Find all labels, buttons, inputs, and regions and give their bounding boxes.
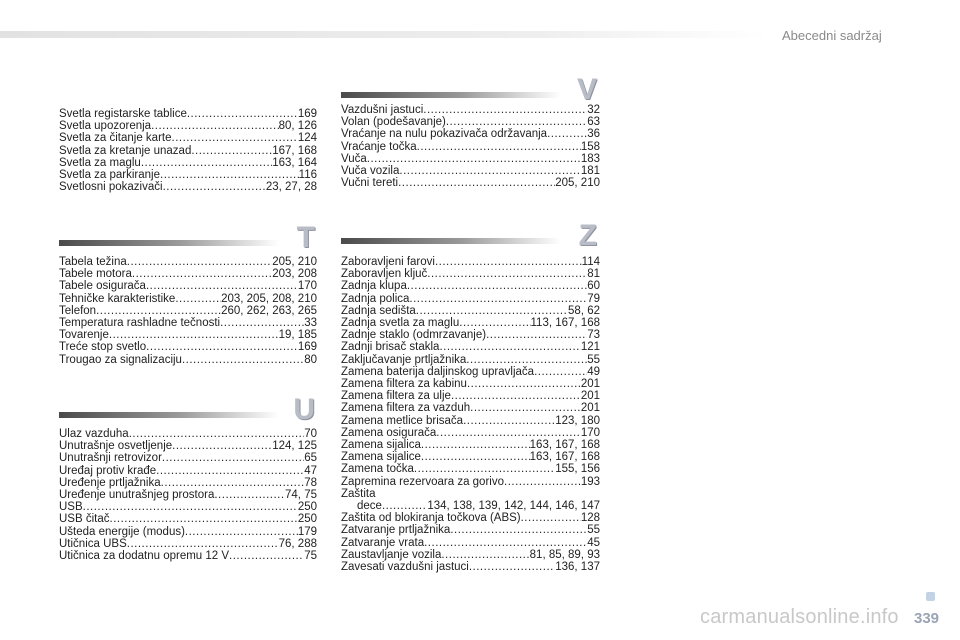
index-entry [59,501,317,513]
index-list-s [59,108,317,193]
leader-dots [175,293,221,305]
index-entry [341,488,600,500]
index-entry-pages: 23, 27, 28 [265,181,317,194]
leader-dots [424,537,587,549]
leader-dots [547,128,587,140]
index-entry [341,524,600,536]
index-entry [341,354,600,366]
index-entry [341,268,600,280]
leader-dots [156,465,304,477]
index-entry-pages: 55 [587,353,600,366]
index-entry [59,157,317,169]
index-entry [59,465,317,477]
index-entry [59,108,317,120]
index-entry [341,451,600,463]
index-entry-pages: 155, 156 [555,463,600,476]
index-entry [59,513,317,525]
index-entry-label: Unutrašnji retrovizor [59,452,162,465]
index-entry-label: Uređenje prtljažnika [59,476,161,489]
index-entry-label: Svetla registarske tablice [59,108,187,120]
index-entry-pages: 75 [304,550,317,563]
section-header-t [59,218,315,254]
index-entry [59,268,317,280]
index-entry [59,489,317,501]
index-entry-label: Ušteda energije (modus) [59,525,185,538]
index-entry-pages: 124, 125 [272,440,317,453]
index-entry [59,120,317,132]
leader-dots [191,145,272,157]
index-entry-label: Tehničke karakteristike [59,292,176,305]
index-entry-pages: 70 [304,428,317,440]
leader-dots [163,181,266,193]
index-entry-pages: 116 [298,169,317,182]
section-letter-z: Z [578,219,597,252]
index-entry-label: Zapremina rezervoara za gorivo [341,475,504,488]
index-entry-label: dece [357,500,382,513]
leader-dots [172,132,298,144]
index-entry [59,280,317,292]
index-entry-label: Tovarenje [59,329,109,342]
leader-dots [467,378,581,390]
index-entry [59,169,317,181]
leader-dots [446,116,587,128]
leader-dots [459,317,530,329]
index-entry-pages: 205, 210 [555,177,600,190]
index-list-v [341,104,600,189]
index-entry [59,145,317,157]
index-entry-label: Zadnja sedišta [341,304,416,317]
leader-dots [146,280,298,292]
section-letter-t: T [296,221,315,254]
section-rule [341,238,561,244]
index-entry-pages: 163, 167, 168 [529,439,600,452]
index-entry-pages: 121 [580,341,600,354]
leader-dots [504,476,581,488]
index-entry-label: Zaustavljanje vozila [341,548,442,561]
index-entry-pages: 81, 85, 89, 93 [529,548,600,561]
index-entry [59,293,317,305]
leader-dots [220,317,304,329]
index-entry-label: USB čitač [59,513,110,526]
index-entry [341,317,600,329]
index-entry-label: Vučni tereti [341,177,399,190]
index-entry-pages: 76, 288 [278,537,317,550]
index-entry-label: Zamena sijalica [341,439,421,452]
index-entry-label: Utičnica za dodatnu opremu 12 V [59,550,230,563]
index-entry-label: Zavesati vazdušni jastuci [341,561,469,574]
section-rule [341,92,561,98]
index-entry-label: Vazdušni jastuci [341,104,424,116]
index-entry-pages: 170 [580,426,600,439]
index-entry-pages: 74, 75 [285,489,317,502]
index-entry-label: Zamena osigurača [341,426,437,439]
index-entry [341,549,600,561]
leader-dots [436,427,581,439]
leader-dots [417,141,581,153]
index-entry-label: Svetla za parkiranje [59,169,160,182]
index-entry-pages: 205, 210 [272,256,317,268]
index-entry-pages: 179 [297,525,317,538]
index-entry-pages: 19, 185 [278,329,317,342]
index-entry-label: Zamena metlice brisača [341,414,464,427]
section-t [59,256,317,366]
index-entry [341,439,600,451]
leader-dots [132,268,272,280]
index-entry-label: Zamena filtera za ulje [341,390,451,403]
index-entry-pages: 36 [587,128,600,141]
leader-dots [463,415,555,427]
leader-dots [409,293,587,305]
index-entry-label: Zatvaranje prtljažnika [341,524,451,537]
index-entry-label: Ulaz vazduha [59,428,129,440]
leader-dots [421,451,530,463]
header-bar [0,31,768,38]
index-entry-pages: 128 [580,512,600,525]
index-entry-label: Zadnji brisač stakla [341,341,440,354]
section-rule [59,240,279,246]
index-list-z [341,256,600,573]
index-entry [341,305,600,317]
index-entry [341,512,600,524]
index-entry-pages: 169 [297,108,317,120]
index-entry-pages: 201 [580,378,600,391]
index-entry-pages: 58, 62 [568,304,600,317]
leader-dots [162,452,304,464]
index-entry-label: Zaključavanje prtljažnika [341,353,467,366]
index-entry-pages: 250 [297,501,317,514]
leader-dots [367,153,581,165]
leader-dots [450,524,587,536]
index-entry-label: USB [59,501,83,514]
index-entry-pages: 73 [587,329,600,342]
leader-dots [382,500,427,512]
leader-dots [141,157,272,169]
index-entry-pages: 113, 167, 168 [530,317,600,330]
index-entry [341,128,600,140]
index-entry [59,526,317,538]
leader-dots [427,268,587,280]
index-entry [341,165,600,177]
index-entry-pages: 80, 126 [278,120,317,133]
index-entry-pages: 45 [587,536,600,549]
index-entry [341,341,600,353]
leader-dots [469,561,555,573]
index-entry-label: Vraćanje na nulu pokazivača održavanja [341,128,548,141]
section-v [341,104,600,189]
index-entry-pages: 114 [581,256,600,268]
section-letter-u: U [293,393,315,426]
index-entry [341,177,600,189]
index-entry [59,181,317,193]
leader-dots [441,549,529,561]
index-entry-pages: 65 [304,452,317,465]
index-entry [341,141,600,153]
index-entry-label: Svetla upozorenja [59,120,152,133]
index-entry [59,428,317,440]
index-entry-label: Zadnja polica [341,292,410,305]
index-entry-label: Zamena filtera za vazduh [341,402,471,415]
index-entry-pages: 170 [297,280,317,293]
leader-dots [398,177,555,189]
leader-dots [521,512,581,524]
section-rule [59,412,279,418]
section-z [341,256,600,573]
index-entry [341,476,600,488]
index-entry-pages: 124 [297,132,317,145]
index-entry [341,280,600,292]
index-entry-pages: 60 [587,280,600,293]
index-entry-label: Svetla za kretanje unazad [59,144,192,157]
section-u [59,428,317,562]
index-entry-pages: 201 [580,402,600,415]
index-entry-pages: 63 [587,116,600,129]
leader-dots [83,501,298,513]
index-entry [341,104,600,116]
index-entry [341,427,600,439]
index-entry [59,477,317,489]
section-header-z [341,216,597,252]
leader-dots [146,341,298,353]
index-entry-label: Zamena točka [341,463,414,476]
index-entry [341,500,600,512]
leader-dots [185,526,298,538]
index-entry-label: Svetlosni pokazivači [59,181,163,194]
leader-dots [161,477,305,489]
index-entry [59,305,317,317]
section-s [59,108,317,193]
index-list-u [59,428,317,562]
index-entry-pages: 201 [580,390,600,403]
index-entry-pages: 55 [587,524,600,537]
leader-dots [466,354,587,366]
index-entry [59,538,317,550]
index-entry [59,550,317,562]
index-entry [341,378,600,390]
index-entry-pages: 158 [580,140,600,153]
index-entry-label: Vraćanje točka [341,140,417,153]
index-entry-pages: 32 [587,104,600,116]
index-entry-pages: 33 [304,317,317,330]
index-entry-label: Zamena baterija daljinskog upravljača [341,365,535,378]
index-entry-pages: 81 [587,268,600,281]
index-entry [59,329,317,341]
leader-dots [182,354,304,366]
index-entry-label: Zadnja klupa [341,280,407,293]
index-entry [341,463,600,475]
index-entry-label: Tabela težina [59,256,127,268]
index-entry-pages: 80 [304,353,317,366]
leader-dots [451,390,581,402]
index-entry [341,537,600,549]
index-entry-label: Tabele motora [59,268,132,281]
index-entry-label: Treće stop svetlo [59,341,147,354]
index-entry-label: Zamena filtera za kabinu [341,378,467,391]
index-entry-label: Zadnja svetla za maglu [341,317,460,330]
index-entry-label: Tabele osigurača [59,280,146,293]
index-entry-label: Volan (podešavanje) [341,116,446,129]
page-number: 339 [914,610,940,627]
index-entry-label: Telefon [59,304,97,317]
page-corner-mark [926,592,935,601]
index-entry-pages: 163, 167, 168 [529,451,600,464]
index-entry [59,440,317,452]
index-entry-label: Zaboravljeni farovi [341,256,435,268]
index-entry-pages: 169 [297,341,317,354]
index-entry [341,402,600,414]
index-entry-label: Uređaj protiv krađe [59,464,157,477]
index-entry [59,317,317,329]
index-entry [59,452,317,464]
index-entry [341,366,600,378]
leader-dots [407,280,587,292]
index-entry-pages: 79 [587,292,600,305]
index-entry [59,354,317,366]
index-entry-label: Zaštita od blokiranja točkova (ABS) [341,512,521,525]
index-entry-label: Vuča [341,152,367,165]
index-entry-pages: 260, 262, 263, 265 [221,304,317,317]
leader-dots [214,489,285,501]
index-list-t [59,256,317,366]
leader-dots [470,402,581,414]
index-entry-label: Zatvaranje vrata [341,536,425,549]
leader-dots [421,439,530,451]
leader-dots [127,538,279,550]
index-entry-pages: 78 [304,476,317,489]
section-header-u [59,390,315,426]
index-entry-pages: 183 [580,152,600,165]
index-entry-pages: 203, 208 [272,268,317,281]
index-entry-label: Zadnje staklo (odmrzavanje) [341,329,487,342]
section-header-v [341,70,597,106]
footer-watermark: carmanualsonline.info [700,606,899,628]
index-entry [341,256,600,268]
index-entry-pages: 203, 205, 208, 210 [221,292,317,305]
leader-dots [129,428,305,440]
index-entry-label: Utičnica UBS [59,537,127,550]
leader-dots [435,256,582,268]
index-entry-pages: 47 [304,464,317,477]
index-entry-pages: 250 [297,513,317,526]
index-entry-label: Temperatura rashladne tečnosti [59,317,221,330]
index-entry [341,329,600,341]
index-entry [59,132,317,144]
leader-dots [423,104,587,116]
index-entry [341,561,600,573]
index-entry-pages: 136, 137 [555,561,600,574]
index-entry-pages: 134, 138, 139, 142, 144, 146, 147 [427,500,600,513]
index-entry [341,153,600,165]
leader-dots [399,165,580,177]
leader-dots [439,341,580,353]
index-entry [59,341,317,353]
leader-dots [534,366,587,378]
index-entry-pages: 123, 180 [555,414,600,427]
index-entry-label: Zamena sijalice [341,451,421,464]
index-entry-label: Svetla za čitanje karte [59,132,172,145]
index-entry [341,415,600,427]
leader-dots [486,329,587,341]
index-entry-pages: 163, 164 [272,156,317,169]
header-title: Abecedni sadržaj [782,28,882,43]
leader-dots [172,440,272,452]
leader-dots [109,329,279,341]
index-entry-label: Svetla za maglu [59,156,141,169]
index-entry-pages: 193 [580,475,600,488]
index-entry-label: Uređenje unutrašnjeg prostora [59,489,215,502]
index-entry-label: Vuča vozila [341,165,400,178]
leader-dots [151,120,279,132]
leader-dots [127,256,272,268]
index-entry [341,116,600,128]
index-entry [59,256,317,268]
leader-dots [96,305,221,317]
leader-dots [414,463,555,475]
leader-dots [187,108,298,120]
leader-dots [110,513,298,525]
index-entry-pages: 167, 168 [272,144,317,157]
index-entry [341,390,600,402]
index-entry-label: Zaštita [341,487,376,500]
index-entry-pages: 49 [587,365,600,378]
leader-dots [160,169,299,181]
index-entry-label: Trougao za signalizaciju [59,353,182,366]
index-entry-label: Zaboravljen ključ [341,268,428,281]
index-entry-label: Unutrašnje osvetljenje [59,440,173,453]
leader-dots [229,550,304,562]
index-entry [341,293,600,305]
index-entry-pages: 181 [580,165,600,178]
leader-dots [416,305,568,317]
section-letter-v: V [576,73,597,106]
